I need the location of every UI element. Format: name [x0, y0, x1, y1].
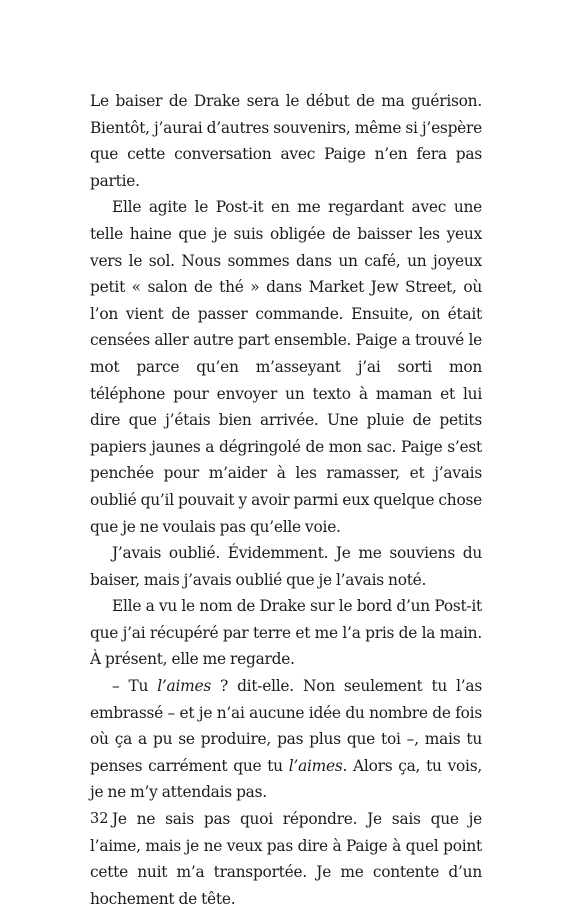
paragraph-1: Le baiser de Drake sera le début de ma guérison. Bientôt, j’aurai d’autres souvenirs, même si j’espère que cette conversation avec Paige n’en fera pas partie. [90, 92, 482, 190]
paragraph-3: J’avais oublié. Évidemment. Je me souviens du baiser, mais j’avais oublié que je l’avais noté. [90, 544, 482, 589]
italic-emphasis: l’aimes [288, 756, 343, 775]
dialogue-text: . Alors ça, tu vois, je ne m’y attendais pas. [90, 756, 483, 802]
body-text [90, 88, 482, 912]
paragraph-5-dialogue [90, 673, 482, 806]
page-number: 32 [90, 811, 109, 827]
italic-emphasis: l’aimes [157, 677, 211, 696]
paragraph-4: Elle a vu le nom de Drake sur le bord d’un Post-it que j’ai récupéré par terre et me l’a pris de la main. À présent, elle me regarde. [90, 597, 482, 669]
paragraph-2: Elle agite le Post-it en me regardant avec une telle haine que je suis obligée de baisser les yeux vers le sol. Nous sommes dans un café, un joyeux petit « salon de thé » dans Market Jew Street, où l’on vient de passer commande. Ensuite, on était censées aller autre part ensemble. Paige a trouvé le mot parce qu’en m’asseyant j’ai sorti mon téléphone pour envoyer un texto à maman et lui dire que j’étais bien arrivée. Une pluie de petits papiers jaunes a dégringolé de mon sac. Paige s’est penchée pour m’aider à les ramasser, et j’avais oublié qu’il pouvait y avoir parmi eux quelque chose que je ne voulais pas qu’elle voie. [90, 198, 482, 536]
dialogue-text: – Tu [112, 677, 158, 696]
paragraph-6: Je ne sais pas quoi répondre. Je sais que je l’aime, mais je ne veux pas dire à Paige à quel point cette nuit m’a transportée. Je me contente d’un hochement de tête. [90, 810, 482, 908]
dialogue-text: ? dit-elle. Non seulement tu l’as embrassé – et je n’ai aucune idée du nombre de fois où ça a pu se produire, pas plus que toi –, mais tu penses carrément que tu [90, 677, 482, 775]
